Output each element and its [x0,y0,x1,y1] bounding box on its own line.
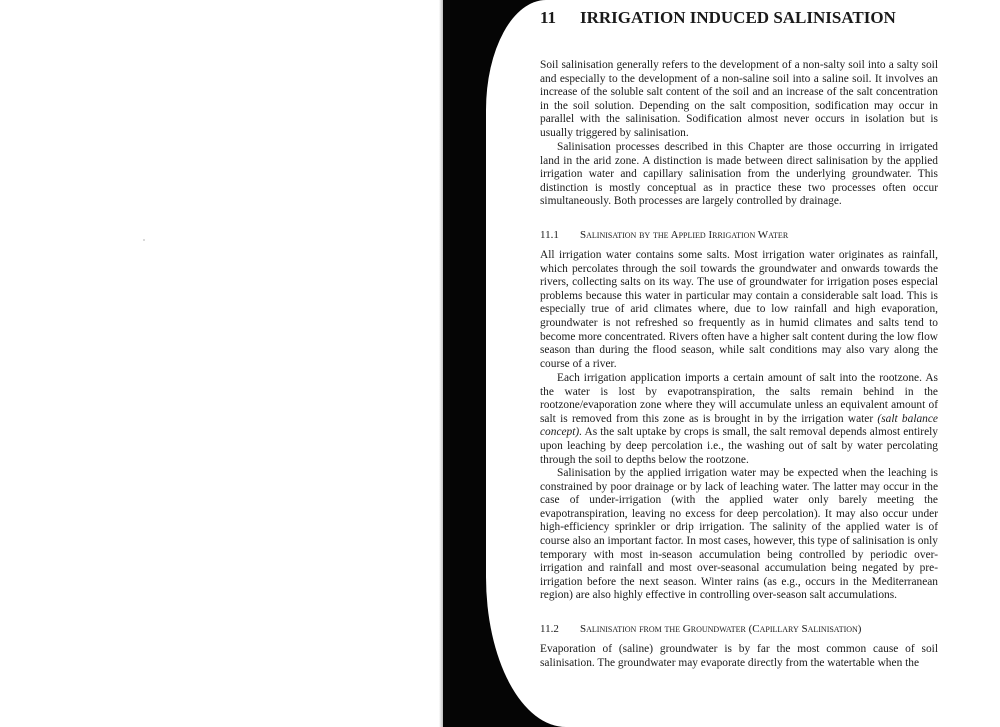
section-title: Salinisation by the Applied Irrigation Water [580,229,789,241]
section-title: Salinisation from the Groundwater (Capillary Salinisation) [580,623,862,635]
chapter-number: 11 [540,8,557,27]
paragraph-text: Each irrigation application imports a certain amount of salt into the rootzone. As the water is lost by evapotranspiration, the salts remain behind in the rootzone/evaporation zone where they will accumulate unless an equivalent amount of salt is removed from this zone as is brought in by the irrigation water [540,372,938,425]
section-heading-11-1 [540,229,938,243]
section-2-paragraph-1: Evaporation of (saline) groundwater is by far the most common cause of soil salinisation. The groundwater may evaporate directly from the watertable when the [540,643,938,669]
scan-speck [143,239,145,241]
section-number: 11.2 [540,623,559,635]
section-number: 11.1 [540,229,559,241]
chapter-title: IRRIGATION INDUCED SALINISATION [580,8,896,27]
left-page-blank [0,0,443,727]
chapter-heading [540,8,938,35]
section-1-paragraph-2 [540,372,938,467]
section-1-paragraph-1: All irrigation water contains some salts. Most irrigation water originates as rainfall, which percolates through the soil towards the groundwater and onwards towards the rivers, collecting salts on its way. The use of groundwater for irrigation poses especial problems because this water in particular may contain a considerable salt load. This is especially true of arid climates where, due to low rainfall and high evaporation, groundwater is not refreshed so frequently as in humid climates and salts tend to become more concentrated. Rivers often have a higher salt content during the low flow season than during the flood season, while salt conditions may also vary along the course of a river. [540,249,938,370]
salt-balance-concept-term: (salt balance concept). [540,412,938,439]
section-heading-11-2 [540,623,938,637]
section-1-paragraph-3: Salinisation by the applied irrigation water may be expected when the leaching is constrained by poor drainage or by lack of leaching water. The latter may occur in the case of under-irrigation (with the applied water only barely meeting the evapotranspiration, leaving no excess for deep percolation). It may also occur under high-efficiency sprinkler or drip irrigation. The salinity of the applied water is of course also an important factor. In most cases, however, this type of salinisation is only temporary with most in-season accumulation being controlled by periodic over-irrigation and rainfall and most over-seasonal accumulation being negated by pre-irrigation before the next season. Winter rains (as e.g., occurs in the Mediterranean region) are also highly effective in controlling over-season salt accumulations. [540,467,938,602]
intro-paragraph-1: Soil salinisation generally refers to the development of a non-salty soil into a salty soil and especially to the development of a non-saline soil into a saline soil. It involves an increase of the soluble salt content of the soil and an increase of the salt concentration in the soil solution. Depending on the salt composition, sodification may occur in parallel with the salinisation. Sodification almost never occurs in isolation but is usually triggered by salinisation. [540,59,938,139]
intro-paragraph-2: Salinisation processes described in this Chapter are those occurring in irrigated land in the arid zone. A distinction is made between direct salinisation by the applied irrigation water and capillary salinisation from the underlying groundwater. This distinction is mostly conceptual as in practice these two processes often occur simultaneously. Both processes are largely controlled by drainage. [540,141,938,208]
paragraph-text: As the salt uptake by crops is small, the salt removal depends almost entirely upon leaching by deep percolation i.e., the washing out of salt by water percolating through the soil to depths below the rootzone. [540,426,938,466]
